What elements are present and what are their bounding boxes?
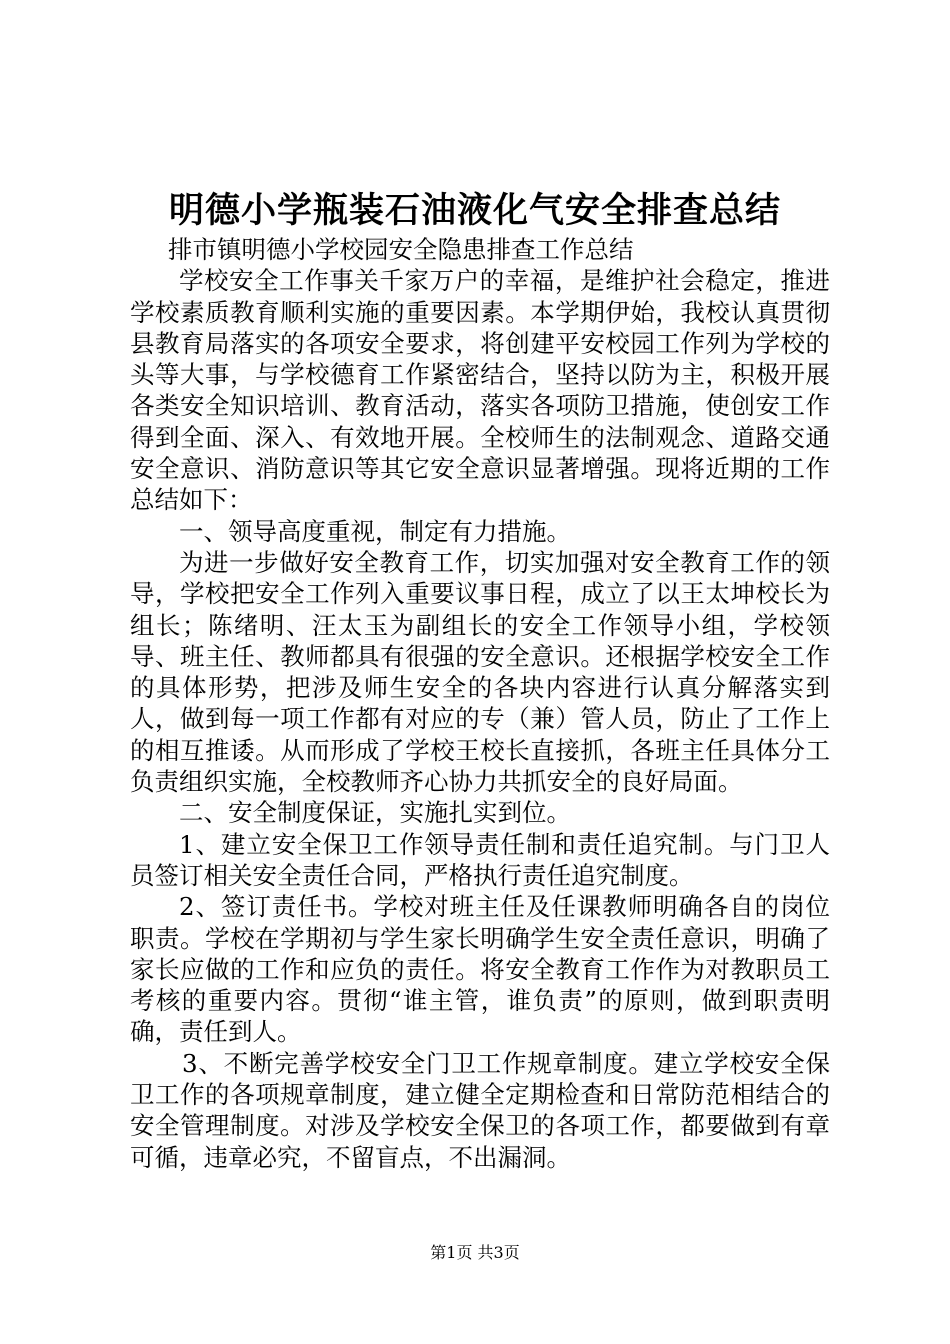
page-number-footer: 第1页 共3页 xyxy=(430,1243,520,1262)
section-heading-2: 二、安全制度保证，实施扎实到位。 xyxy=(179,798,571,828)
document-body xyxy=(130,234,830,1173)
document-title: 明德小学瓶装石油液化气安全排查总结 xyxy=(168,190,781,231)
section-1-paragraph: 为进一步做好安全教育工作，切实加强对安全教育工作的领导，学校把安全工作列入重要议事日程，成立了以王太坤校长为组长；陈绪明、汪太玉为副组长的安全工作领导小组，学校领导、班主任、教师都具有很强的安全意识。还根据学校安全工作的具体形势，把涉及师生安全的各块内容进行认真分解落实到人，做到每一项工作都有对应的专（兼）管人员，防止了工作上的相互推诿。从而形成了学校王校长直接抓，各班主任具体分工负责组织实施，全校教师齐心协力共抓安全的良好局面。 xyxy=(130,547,830,797)
item-1-paragraph: 1、建立安全保卫工作领导责任制和责任追究制。与门卫人员签订相关安全责任合同，严格执行责任追究制度。 xyxy=(130,829,830,890)
section-heading-1: 一、领导高度重视，制定有力措施。 xyxy=(179,516,571,546)
item-3-paragraph: 3、不断完善学校安全门卫工作规章制度。建立学校安全保卫工作的各项规章制度，建立健全定期检查和日常防范相结合的安全管理制度。对涉及学校安全保卫的各项工作，都要做到有章可循，违章必究，不留盲点，不出漏洞。 xyxy=(130,1048,830,1172)
item-2-paragraph: 2、签订责任书。学校对班主任及任课教师明确各自的岗位职责。学校在学期初与学生家长明确学生安全责任意识，明确了家长应做的工作和应负的责任。将安全教育工作作为对教职员工考核的重要内容。贯彻“谁主管，谁负责”的原则，做到职责明确，责任到人。 xyxy=(130,892,830,1047)
intro-paragraph: 学校安全工作事关千家万户的幸福，是维护社会稳定，推进学校素质教育顺利实施的重要因素。本学期伊始，我校认真贯彻县教育局落实的各项安全要求，将创建平安校园工作列为学校的头等大事，与学校德育工作紧密结合，坚持以防为主，积极开展各类安全知识培训、教育活动，落实各项防卫措施，使创安工作得到全面、深入、有效地开展。全校师生的法制观念、道路交通安全意识、消防意识等其它安全意识显著增强。现将近期的工作总结如下： xyxy=(130,266,830,515)
subtitle-paragraph: 排市镇明德小学校园安全隐患排查工作总结 xyxy=(168,235,634,264)
